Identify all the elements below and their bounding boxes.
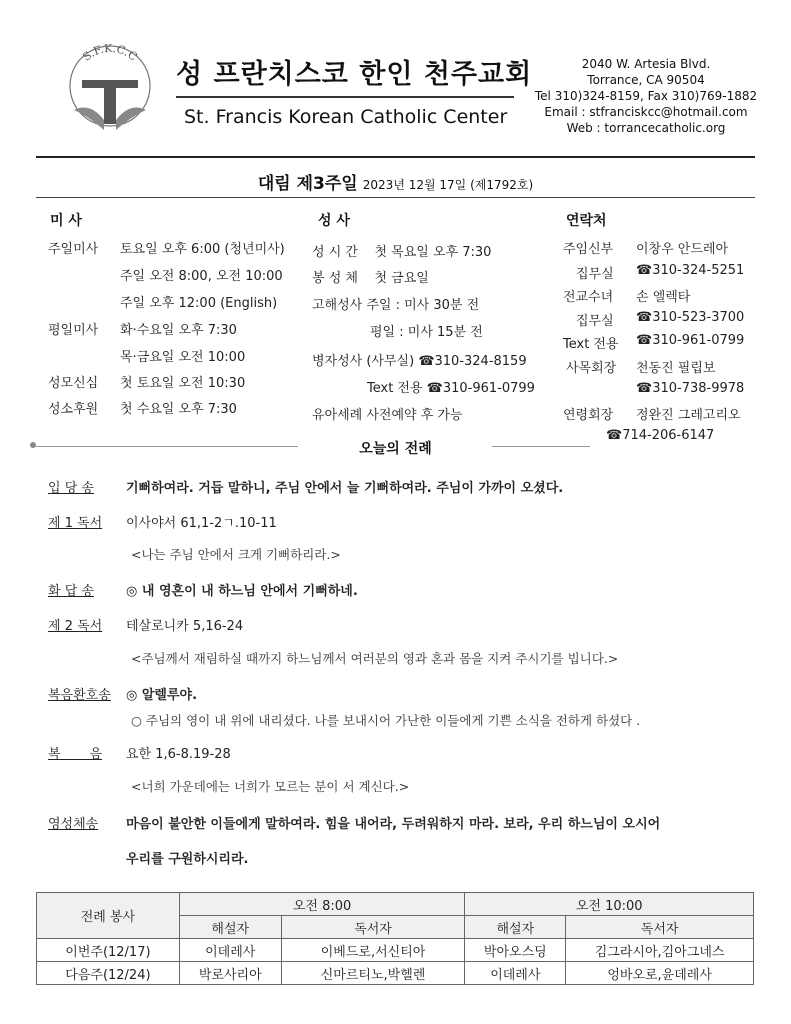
mass-label-marian: 성모신심 xyxy=(48,376,99,391)
table-cell: 신마르티노,박헬렌 xyxy=(281,962,465,985)
reading1-summary: <나는 주님 안에서 크게 기뻐하리라.> xyxy=(131,547,341,562)
contact-phone[interactable]: ☎310-324-5251 xyxy=(636,263,745,278)
web-line[interactable]: Web : torrancecatholic.org xyxy=(566,121,726,135)
divider-line-left xyxy=(36,446,298,447)
divider-dot xyxy=(30,442,36,448)
mass-value: 화·수요일 오후 7:30 xyxy=(120,323,237,338)
table-cell: 이베드로,서신티아 xyxy=(281,939,465,962)
psalm-label: 화 답 송 xyxy=(48,584,94,599)
mass-heading: 미 사 xyxy=(50,213,82,229)
mass-value: 주일 오후 12:00 (English) xyxy=(120,296,278,311)
contact-phone[interactable]: ☎714-206-6147 xyxy=(606,428,715,443)
table-header-commentator: 해설자 xyxy=(465,916,566,939)
contacts-heading: 연락처 xyxy=(566,213,607,229)
contact-phone[interactable]: ☎310-961-0799 xyxy=(636,333,745,348)
sacrament-baptism: 유아세례 사전예약 후 가능 xyxy=(312,408,463,423)
contact-label: 집무실 xyxy=(576,267,614,282)
contact-label: Text 전용 xyxy=(563,337,619,352)
communion-label: 영성체송 xyxy=(48,817,99,832)
table-cell-week: 이번주(12/17) xyxy=(37,939,180,962)
issue-line xyxy=(0,169,791,194)
reading1-label: 제 1 독서 xyxy=(48,516,103,531)
contact-label: 사목회장 xyxy=(566,361,617,376)
gospel-summary: <너희 가운데에는 너희가 모르는 분이 서 계신다.> xyxy=(131,779,410,794)
entrance-label: 입 당 송 xyxy=(48,481,94,496)
contact-label: 전교수녀 xyxy=(563,290,614,305)
table-cell: 박로사리아 xyxy=(179,962,281,985)
address-line-1: 2040 W. Artesia Blvd. xyxy=(581,57,711,71)
table-cell: 이데레사 xyxy=(179,939,281,962)
svg-text:S.F.K.C.C xyxy=(80,42,139,64)
table-cell: 엉바오로,윤데레사 xyxy=(566,962,754,985)
table-header-mass2: 오전 10:00 xyxy=(465,893,754,916)
contact-phone[interactable]: ☎310-738-9978 xyxy=(636,381,745,396)
contact-value: 정완진 그레고리오 xyxy=(636,408,741,423)
mass-value: 첫 토요일 오전 10:30 xyxy=(120,376,246,391)
address-line-2: Torrance, CA 90504 xyxy=(587,73,705,87)
communion-text-1: 마음이 불안한 이들에게 말하여라. 힘을 내어라, 두려워하지 마라. 보라, 우리 하느님이 오시어 xyxy=(126,817,661,832)
gospel-label: 복 음 xyxy=(48,747,103,762)
issue-rule xyxy=(36,197,755,198)
table-header-row xyxy=(37,893,754,916)
mass-value: 토요일 오후 6:00 (청년미사) xyxy=(120,242,285,257)
entrance-text: 기뻐하여라. 거듭 말하니, 주님 안에서 늘 기뻐하여라. 주님이 가까이 오셨다. xyxy=(126,481,564,496)
mass-value: 주일 오전 8:00, 오전 10:00 xyxy=(120,269,283,284)
title-divider xyxy=(176,96,514,98)
contact-label: 집무실 xyxy=(576,314,614,329)
table-header-mass1: 오전 8:00 xyxy=(179,893,465,916)
church-logo xyxy=(64,40,156,140)
table-cell: 김그라시아,김아그네스 xyxy=(566,939,754,962)
table-cell: 박아오스딩 xyxy=(465,939,566,962)
gospel-ref: 요한 1,6-8.19-28 xyxy=(126,747,231,762)
acclamation-verse: ○ 주님의 영이 내 위에 내리셨다. 나를 보내시어 가난한 이들에게 기쁜 소식을 전하게 하셨다 . xyxy=(131,713,641,728)
mass-label-vocation: 성소후원 xyxy=(48,402,99,417)
sacrament-confession: 고해성사 주일 : 미사 30분 전 xyxy=(312,298,480,313)
table-header-commentator: 해설자 xyxy=(179,916,281,939)
sacrament-communion: 봉 성 체 첫 금요일 xyxy=(312,271,429,286)
mass-value: 첫 수요일 오후 7:30 xyxy=(120,402,237,417)
contact-address-block xyxy=(528,56,764,136)
sacrament-text-line: Text 전용 ☎310-961-0799 xyxy=(367,381,535,396)
liturgy-heading: 오늘의 전례 xyxy=(359,441,432,457)
phone-fax-line: Tel 310)324-8159, Fax 310)769-1882 xyxy=(534,89,758,103)
contact-label: 주임신부 xyxy=(563,242,614,257)
psalm-text: ◎ 내 영혼이 내 하느님 안에서 기뻐하네. xyxy=(126,584,358,599)
table-cell-week: 다음주(12/24) xyxy=(37,962,180,985)
contact-phone[interactable]: ☎310-523-3700 xyxy=(636,310,745,325)
acclamation-text: ◎ 알렐루야. xyxy=(126,688,198,703)
contact-value: 이창우 안드레아 xyxy=(636,242,729,257)
header-rule xyxy=(36,156,755,158)
mass-label-sunday: 주일미사 xyxy=(48,242,99,257)
issue-title: 대림 제3주일 xyxy=(257,174,358,194)
table-header-reader: 독서자 xyxy=(566,916,754,939)
contact-label: 연령회장 xyxy=(563,408,614,423)
tau-cross-logo-icon xyxy=(64,40,156,140)
sacrament-adoration: 성 시 간 첫 목요일 오후 7:30 xyxy=(312,245,492,260)
divider-line-right xyxy=(492,446,590,447)
church-title-english: St. Francis Korean Catholic Center xyxy=(184,106,508,128)
sacrament-anointing: 병자성사 (사무실) ☎310-324-8159 xyxy=(312,354,527,369)
church-title-korean: 성 프란치스코 한인 천주교회 xyxy=(176,59,533,90)
sacrament-confession-weekday: 평일 : 미사 15분 전 xyxy=(370,325,483,340)
reading2-summary: <주님께서 재림하실 때까지 하느님께서 여러분의 영과 혼과 몸을 지켜 주시기를 빕니다.> xyxy=(131,651,619,666)
email-line[interactable]: Email : stfranciskcc@hotmail.com xyxy=(544,105,748,119)
reading2-label: 제 2 독서 xyxy=(48,619,103,634)
sacraments-heading: 성 사 xyxy=(318,213,350,229)
logo-text: S.F.K.C.C xyxy=(80,41,140,64)
acclamation-label: 복음환호송 xyxy=(48,688,111,703)
table-row xyxy=(37,962,754,985)
communion-text-2: 우리를 구원하시리라. xyxy=(126,852,249,867)
table-row xyxy=(37,939,754,962)
table-header-reader: 독서자 xyxy=(281,916,465,939)
table-header-title: 전례 봉사 xyxy=(37,893,180,939)
contact-value: 손 엘렉타 xyxy=(636,290,691,305)
ministry-schedule-table xyxy=(36,892,754,985)
table-cell: 이데레사 xyxy=(465,962,566,985)
mass-label-weekday: 평일미사 xyxy=(48,323,99,338)
contact-value: 천동진 필립보 xyxy=(636,361,716,376)
reading1-ref: 이사야서 61,1-2ㄱ.10-11 xyxy=(126,516,277,531)
mass-value: 목·금요일 오전 10:00 xyxy=(120,350,246,365)
issue-date: 2023년 12월 17일 (제1792호) xyxy=(362,178,534,192)
reading2-ref: 테살로니카 5,16-24 xyxy=(126,619,244,634)
